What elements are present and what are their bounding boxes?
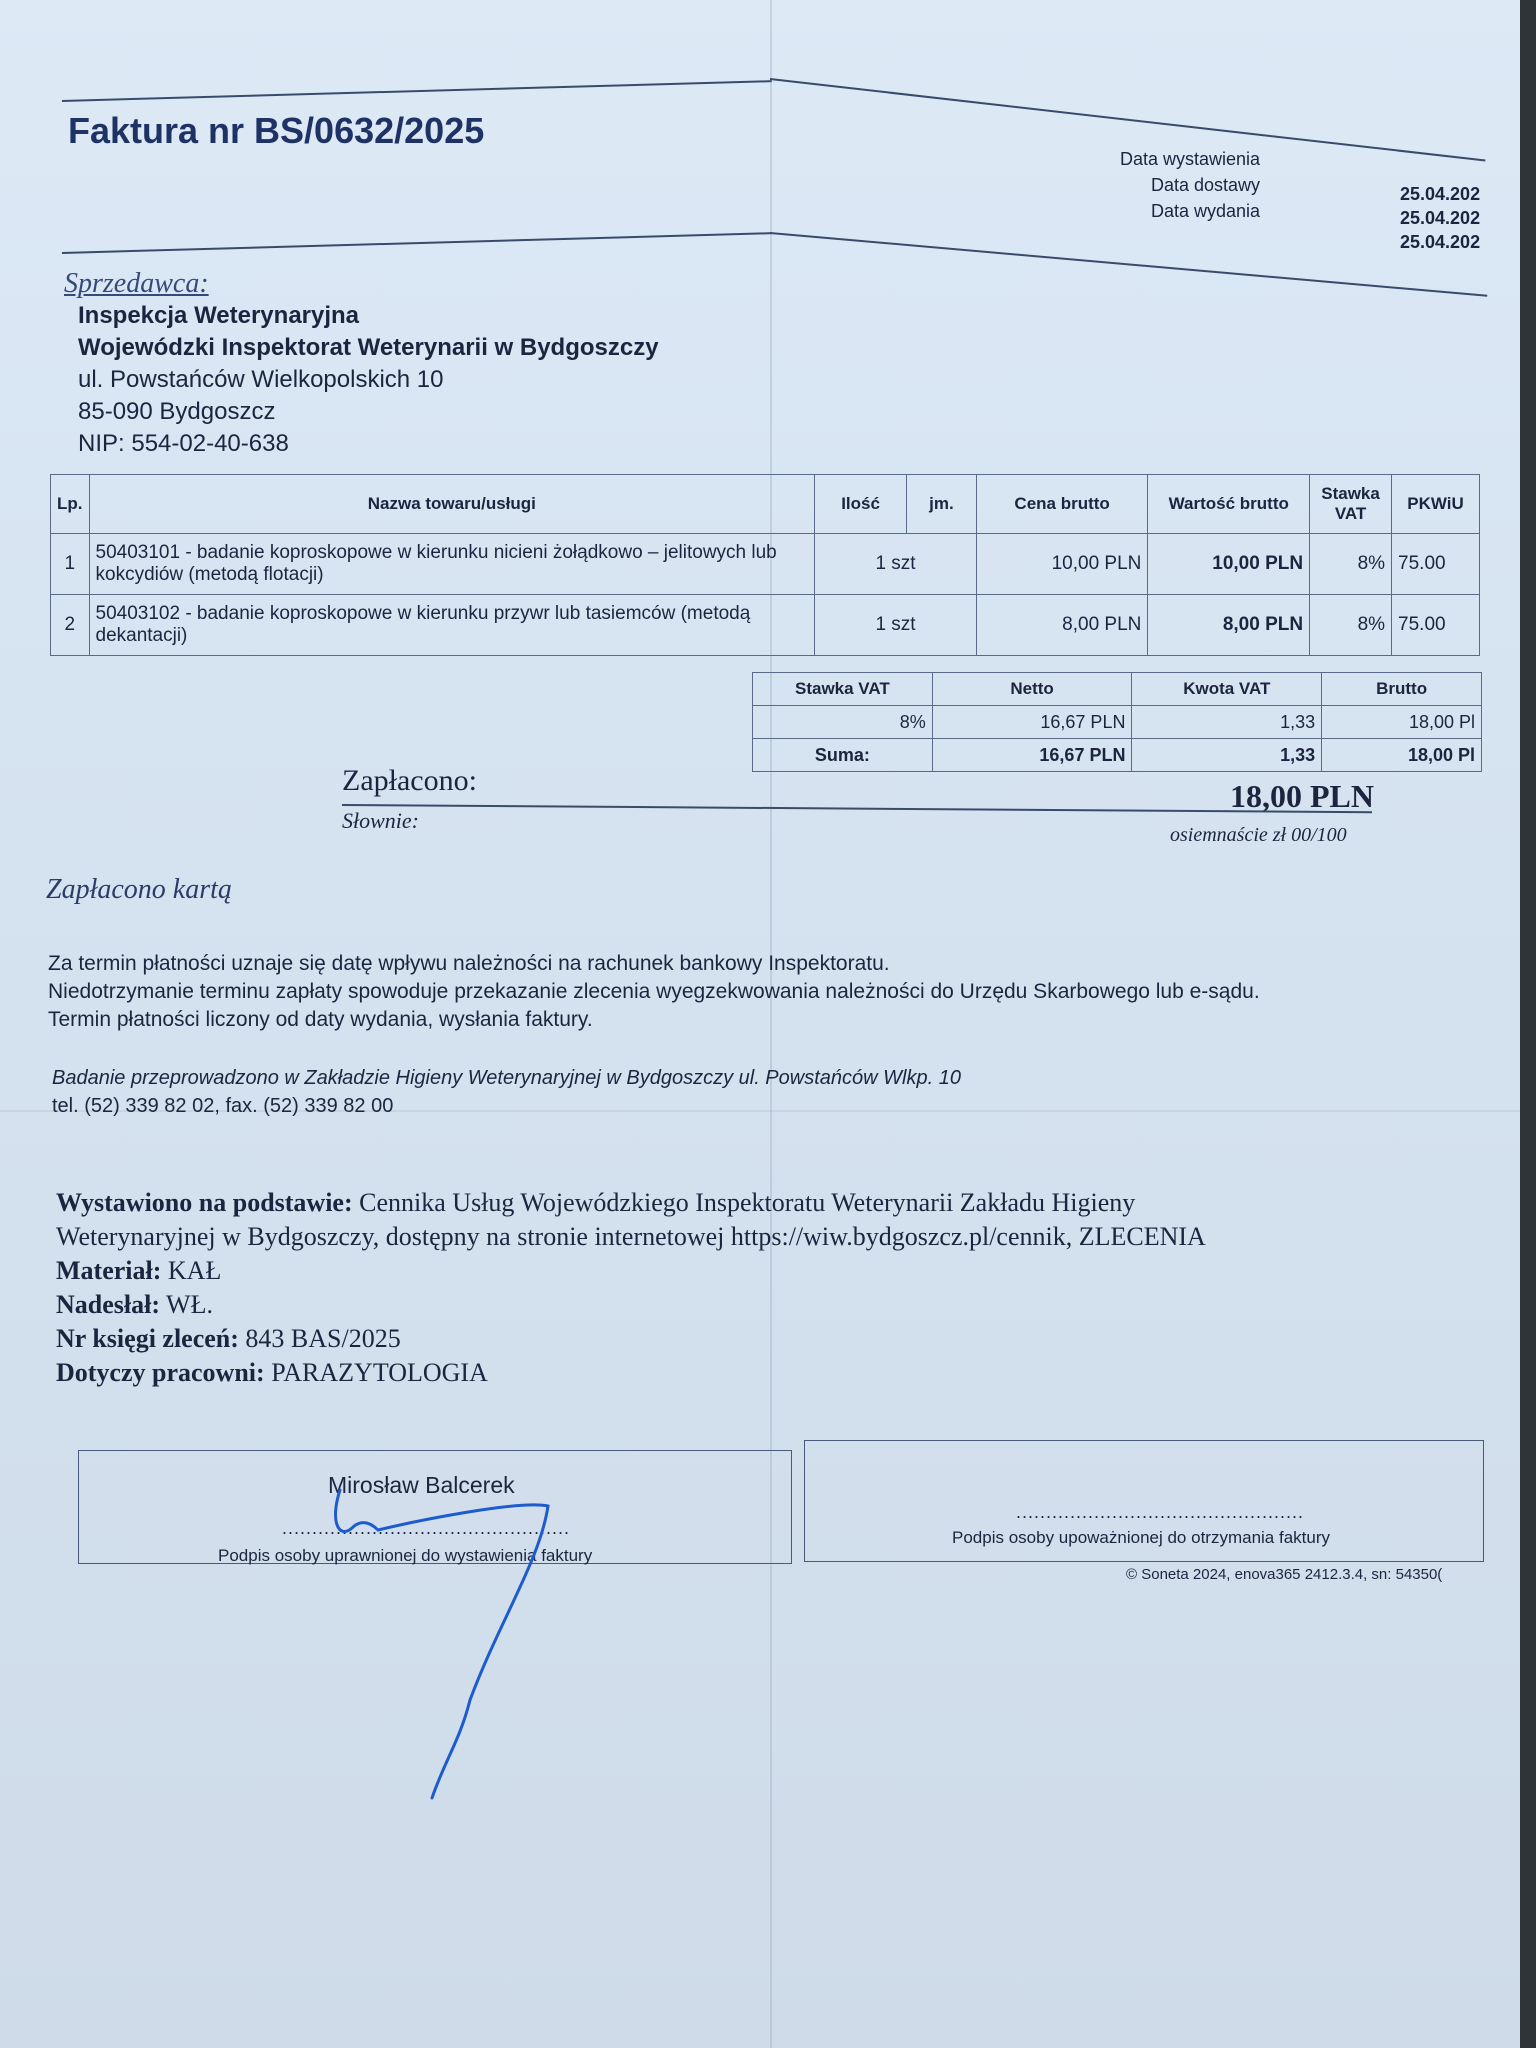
basis-text-2: Weterynaryjnej w Bydgoszczy, dostępny na stronie internetowej https://wiw.bydgoszcz.pl/cennik, ZLECENIA [56,1222,1206,1251]
material-label: Materiał: [56,1256,162,1285]
header-vat: Stawka VAT [1310,475,1392,534]
date-issue-label: Data wystawienia [1120,149,1261,169]
row-lp: 2 [51,595,90,656]
vat-amount: 1,33 [1132,706,1322,739]
header-pkwiu: PKWiU [1392,475,1480,534]
header-name: Nazwa towaru/usługi [89,475,815,534]
row-vat: 8% [1310,534,1392,595]
row-name: 50403102 - badanie koproskopowe w kierunku przywr lub tasiemców (metodą dekantacji) [89,595,815,656]
receiver-dots: ................................................ [1016,1502,1305,1522]
book-value: 843 BAS/2025 [238,1324,401,1353]
lab-value: PARAZYTOLOGIA [264,1358,488,1387]
sent-value: WŁ. [160,1290,213,1319]
row-qty: 1 szt [815,595,977,656]
sent-label: Nadesłał: [56,1290,160,1319]
issuer-name: Mirosław Balcerek [328,1472,515,1498]
vat-sum-amount: 1,33 [1132,739,1322,772]
row-value: 8,00 PLN [1148,595,1310,656]
terms-line-2: Niedotrzymanie terminu zapłaty spowoduje przekazanie zlecenia wyegzekwowania należności do Urzędu Skarbowego lub e-sądu. [48,980,1260,1003]
vat-sum-label: Suma: [753,739,933,772]
header-price: Cena brutto [976,475,1148,534]
lab-line-2: tel. (52) 339 82 02, fax. (52) 339 82 00 [52,1095,394,1117]
basis-label: Wystawiono na podstawie: [56,1188,353,1217]
vat-net: 16,67 PLN [932,706,1132,739]
row-pkwiu: 75.00 [1392,595,1480,656]
vat-header-amount: Kwota VAT [1132,673,1322,706]
row-pkwiu: 75.00 [1392,534,1480,595]
header-qty: Ilość [815,475,907,534]
seller-nip: NIP: 554-02-40-638 [78,430,289,457]
lab-line-1: Badanie przeprowadzono w Zakładzie Higieny Weterynaryjnej w Bydgoszczy ul. Powstańców Wlkp. 10 [52,1067,961,1089]
header-unit: jm. [906,475,976,534]
row-name: 50403101 - badanie koproskopowe w kierunku nicieni żołądkowo – jelitowych lub kokcydiów (metodą flotacji) [89,534,815,595]
vat-header-rate: Stawka VAT [753,673,933,706]
issuer-dots: ................................................ [282,1518,571,1538]
header-lp: Lp. [51,475,90,534]
invoice-title: Faktura nr BS/0632/2025 [68,110,485,151]
vat-header-gross: Brutto [1322,673,1482,706]
lab-label: Dotyczy pracowni: [56,1358,265,1387]
words-value: osiemnaście zł 00/100 [1170,824,1347,846]
paid-label: Zapłacono: [342,764,477,797]
seller-label: Sprzedawca: [64,268,209,299]
vat-gross: 18,00 Pl [1322,706,1482,739]
vat-sum-net: 16,67 PLN [932,739,1132,772]
row-vat: 8% [1310,595,1392,656]
row-price: 10,00 PLN [976,534,1148,595]
row-value: 10,00 PLN [1148,534,1310,595]
header-value: Wartość brutto [1148,475,1310,534]
paid-amount: 18,00 PLN [1230,778,1374,814]
software-footer: © Soneta 2024, enova365 2412.3.4, sn: 54350( [1126,1566,1443,1583]
terms-line-1: Za termin płatności uznaje się datę wpływu należności na rachunek bankowy Inspektoratu. [48,952,890,975]
row-lp: 1 [51,534,90,595]
date-release-value: 25.04.202 [1400,232,1481,252]
terms-line-3: Termin płatności liczony od daty wydania, wysłania faktury. [48,1008,593,1031]
payment-method: Zapłacono kartą [46,874,232,905]
vat-header-net: Netto [932,673,1132,706]
date-release-label: Data wydania [1150,201,1261,221]
vat-sum-gross: 18,00 Pl [1322,739,1482,772]
vat-rate: 8% [753,706,933,739]
receiver-signature-label: Podpis osoby upoważnionej do otrzymania faktury [952,1528,1330,1547]
seller-street: ul. Powstańców Wielkopolskich 10 [78,366,444,393]
seller-name-2: Wojewódzki Inspektorat Weterynarii w Bydgoszczy [78,334,659,361]
row-qty: 1 szt [815,534,977,595]
seller-city: 85-090 Bydgoszcz [78,398,276,425]
date-delivery-value: 25.04.202 [1400,208,1481,228]
material-value: KAŁ [161,1256,222,1285]
date-delivery-label: Data dostawy [1151,175,1261,195]
book-label: Nr księgi zleceń: [56,1324,239,1353]
seller-name-1: Inspekcja Weterynaryjna [78,302,360,329]
issuer-signature-label: Podpis osoby uprawnionej do wystawienia faktury [218,1546,593,1565]
date-issue-value: 25.04.202 [1400,184,1481,204]
row-price: 8,00 PLN [976,595,1148,656]
basis-text-1: Cennika Usług Wojewódzkiego Inspektoratu Weterynarii Zakładu Higieny [352,1188,1136,1217]
words-label: Słownie: [342,808,419,833]
